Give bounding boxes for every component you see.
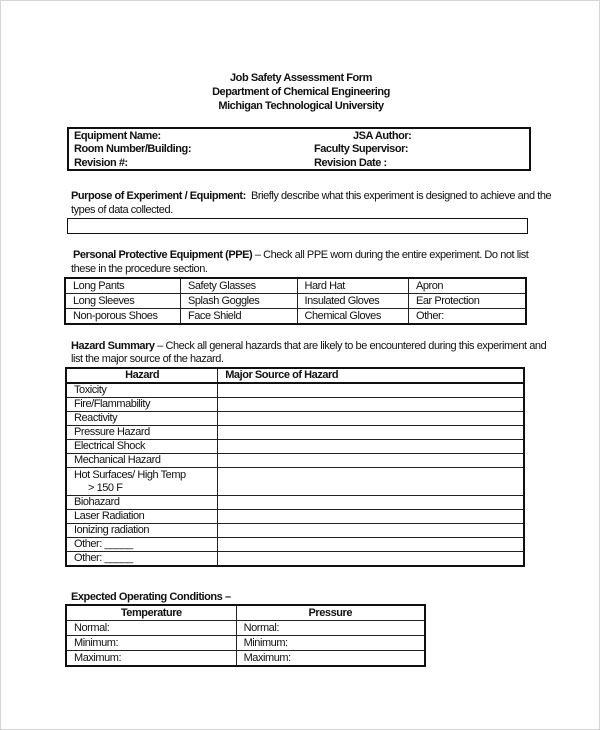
table-row bbox=[66, 510, 524, 524]
hazard-source-cell[interactable] bbox=[218, 454, 524, 468]
university-name: Michigan Technological University bbox=[218, 100, 384, 112]
ppe-text-line2: these in the procedure section. bbox=[71, 263, 208, 275]
hazard-mechanical[interactable]: Mechanical Hazard bbox=[66, 454, 218, 468]
table-row bbox=[66, 496, 524, 510]
jsa-author-label[interactable]: JSA Author: bbox=[353, 130, 412, 142]
hazard-source-cell[interactable] bbox=[218, 426, 524, 440]
purpose-instructions bbox=[71, 190, 551, 203]
hazard-fire-flammability[interactable]: Fire/Flammability bbox=[66, 398, 218, 412]
temperature-minimum[interactable]: Minimum: bbox=[66, 636, 236, 651]
column-header-temperature: Temperature bbox=[66, 605, 236, 621]
hazard-ionizing-radiation[interactable]: Ionizing radiation bbox=[66, 524, 218, 538]
table-row bbox=[66, 454, 524, 468]
hazard-source-cell[interactable] bbox=[218, 398, 524, 412]
table-row bbox=[66, 398, 524, 412]
ppe-table bbox=[64, 277, 527, 325]
ppe-option-apron[interactable]: Apron bbox=[408, 278, 526, 294]
form-title: Job Safety Assessment Form bbox=[230, 72, 372, 84]
hazard-source-cell[interactable] bbox=[218, 468, 524, 496]
hazard-source-cell[interactable] bbox=[218, 383, 524, 398]
ppe-option-insulated-gloves[interactable]: Insulated Gloves bbox=[297, 294, 408, 309]
hazard-other-1[interactable]: Other: _____ bbox=[66, 538, 218, 552]
hazard-source-cell[interactable] bbox=[218, 524, 524, 538]
hazard-pressure[interactable]: Pressure Hazard bbox=[66, 426, 218, 440]
table-row bbox=[66, 383, 524, 398]
hazard-table bbox=[65, 367, 525, 567]
temperature-normal[interactable]: Normal: bbox=[66, 621, 236, 636]
table-row bbox=[65, 309, 526, 325]
table-row bbox=[65, 294, 526, 309]
table-row bbox=[66, 468, 524, 496]
faculty-supervisor-label[interactable]: Faculty Supervisor: bbox=[314, 143, 409, 155]
column-header-major-source: Major Source of Hazard bbox=[218, 368, 524, 383]
table-row bbox=[66, 426, 524, 440]
purpose-heading: Purpose of Experiment / Equipment: bbox=[71, 190, 246, 202]
table-row bbox=[66, 552, 524, 567]
ppe-option-chemical-gloves[interactable]: Chemical Gloves bbox=[297, 309, 408, 325]
conditions-table bbox=[65, 604, 426, 667]
pressure-minimum[interactable]: Minimum: bbox=[236, 636, 425, 651]
hazard-laser-radiation[interactable]: Laser Radiation bbox=[66, 510, 218, 524]
hazard-other-2[interactable]: Other: _____ bbox=[66, 552, 218, 567]
hazard-toxicity[interactable]: Toxicity bbox=[66, 383, 218, 398]
table-row bbox=[66, 621, 425, 636]
column-header-hazard: Hazard bbox=[66, 368, 218, 383]
table-row bbox=[66, 440, 524, 454]
table-row bbox=[66, 524, 524, 538]
ppe-option-splash-goggles[interactable]: Splash Goggles bbox=[181, 294, 298, 309]
ppe-heading: Personal Protective Equipment (PPE) bbox=[73, 249, 253, 261]
hazard-source-cell[interactable] bbox=[218, 440, 524, 454]
conditions-heading: Expected Operating Conditions – bbox=[71, 591, 231, 603]
equipment-name-label[interactable]: Equipment Name: bbox=[74, 130, 161, 142]
hazard-text-line2: list the major source of the hazard. bbox=[71, 353, 224, 365]
ppe-option-non-porous-shoes[interactable]: Non-porous Shoes bbox=[65, 309, 181, 325]
department-name: Department of Chemical Engineering bbox=[212, 86, 390, 98]
table-row bbox=[66, 538, 524, 552]
column-header-pressure: Pressure bbox=[236, 605, 425, 621]
temperature-maximum[interactable]: Maximum: bbox=[66, 651, 236, 667]
hazard-source-cell[interactable] bbox=[218, 412, 524, 426]
ppe-option-other[interactable]: Other: bbox=[408, 309, 526, 325]
ppe-option-hard-hat[interactable]: Hard Hat bbox=[297, 278, 408, 294]
ppe-option-face-shield[interactable]: Face Shield bbox=[181, 309, 298, 325]
hazard-biohazard[interactable]: Biohazard bbox=[66, 496, 218, 510]
purpose-text: Briefly describe what this experiment is designed to achieve and the bbox=[251, 190, 552, 202]
pressure-normal[interactable]: Normal: bbox=[236, 621, 425, 636]
table-row bbox=[65, 278, 526, 294]
table-header-row bbox=[66, 368, 524, 383]
hazard-source-cell[interactable] bbox=[218, 538, 524, 552]
hazard-source-cell[interactable] bbox=[218, 552, 524, 567]
hazard-text: – Check all general hazards that are likely to be encountered during this experiment and bbox=[157, 340, 547, 352]
hazard-hot-surfaces-label: Hot Surfaces/ High Temp bbox=[74, 468, 186, 481]
hazard-hot-surfaces[interactable] bbox=[66, 468, 218, 496]
ppe-option-safety-glasses[interactable]: Safety Glasses bbox=[181, 278, 298, 294]
ppe-text: – Check all PPE worn during the entire experiment. Do not list bbox=[254, 249, 529, 261]
hazard-hot-surfaces-threshold: > 150 F bbox=[88, 481, 123, 494]
ppe-option-ear-protection[interactable]: Ear Protection bbox=[408, 294, 526, 309]
room-building-label[interactable]: Room Number/Building: bbox=[74, 143, 192, 155]
hazard-source-cell[interactable] bbox=[218, 496, 524, 510]
table-row bbox=[66, 636, 425, 651]
table-row bbox=[66, 412, 524, 426]
revision-date-label[interactable]: Revision Date : bbox=[314, 157, 387, 169]
hazard-reactivity[interactable]: Reactivity bbox=[66, 412, 218, 426]
purpose-input-box[interactable] bbox=[67, 218, 528, 234]
ppe-instructions bbox=[73, 249, 528, 262]
table-header-row bbox=[66, 605, 425, 621]
ppe-option-long-pants[interactable]: Long Pants bbox=[65, 278, 181, 294]
ppe-option-long-sleeves[interactable]: Long Sleeves bbox=[65, 294, 181, 309]
table-row bbox=[66, 651, 425, 667]
pressure-maximum[interactable]: Maximum: bbox=[236, 651, 425, 667]
hazard-source-cell[interactable] bbox=[218, 510, 524, 524]
hazard-electrical-shock[interactable]: Electrical Shock bbox=[66, 440, 218, 454]
hazard-instructions bbox=[71, 340, 546, 353]
hazard-heading: Hazard Summary bbox=[71, 340, 155, 352]
info-box bbox=[67, 127, 531, 171]
revision-number-label[interactable]: Revision #: bbox=[74, 157, 128, 169]
purpose-text-line2: types of data collected. bbox=[71, 204, 173, 216]
